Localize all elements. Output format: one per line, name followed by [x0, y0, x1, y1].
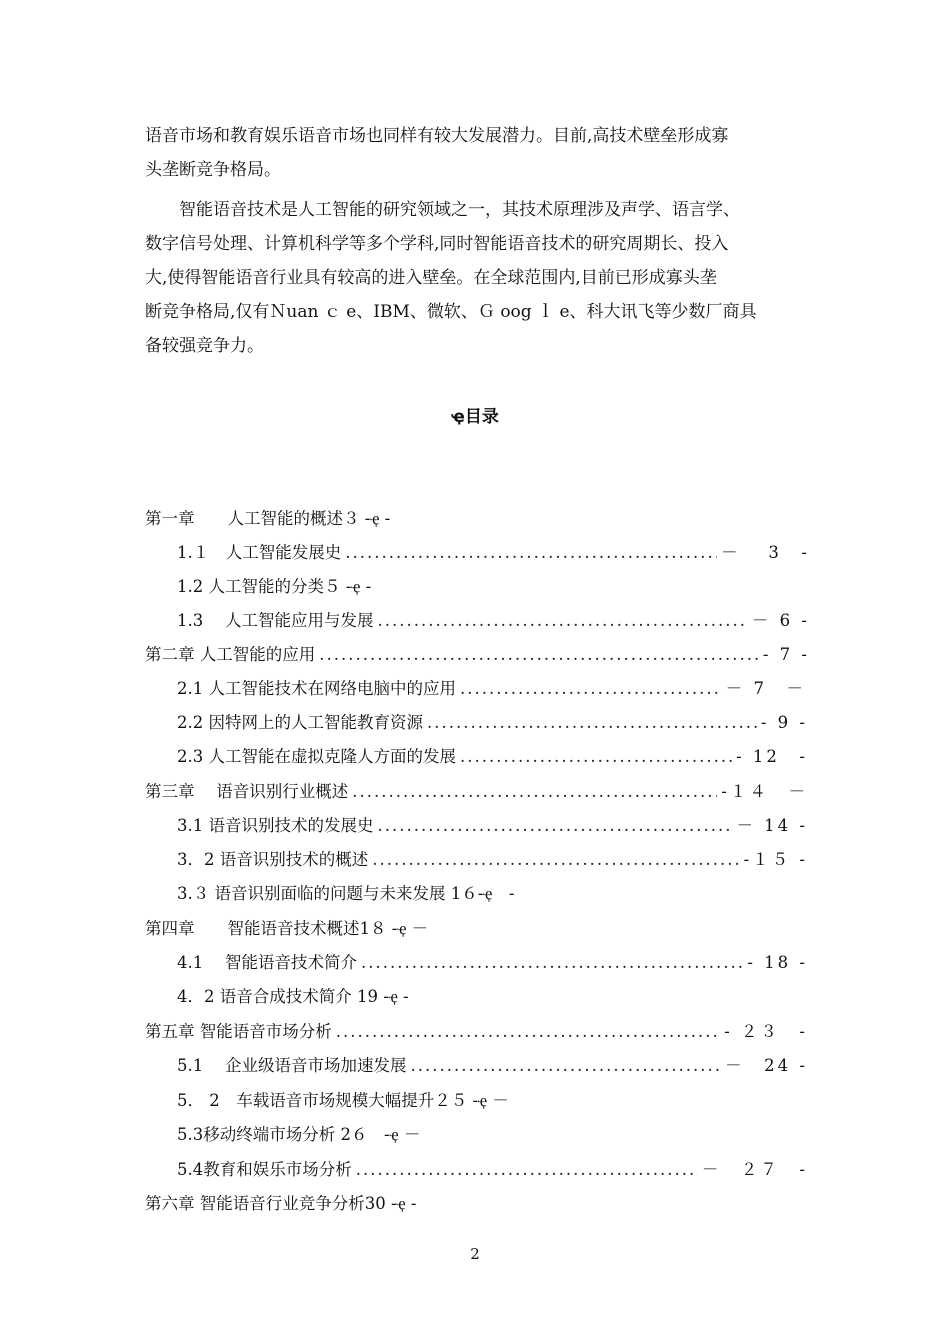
toc-entry-page: - 18 -	[747, 953, 808, 972]
toc-entry-page: -１５ -	[743, 850, 808, 869]
toc-entry-label: 2.2 因特网上的人工智能教育资源	[177, 713, 423, 732]
toc-entry[interactable]	[177, 948, 808, 978]
paragraph-line: 智能语音技术是人工智能的研究领域之一，其技术原理涉及声学、语言学、	[145, 200, 740, 220]
toc-entry[interactable]	[177, 982, 409, 1012]
paragraph-line: 语音市场和教育娱乐语音市场也同样有较大发展潜力。目前,高技术壁垒形成寡	[145, 126, 729, 146]
toc-leader-dots	[460, 674, 722, 704]
toc-leader-dots	[378, 811, 733, 841]
paragraph-2	[145, 193, 815, 363]
toc-entry-label: 3．2 语音识别技术的概述	[177, 850, 369, 869]
toc-entry[interactable]	[145, 640, 810, 670]
toc-leader-dots	[427, 708, 757, 738]
toc-entry[interactable]	[177, 708, 808, 738]
page-number: 2	[470, 1245, 480, 1263]
toc-entry[interactable]	[177, 572, 371, 602]
toc-entry-label: 第六章 智能语音行业竞争分析30 -ҿ -	[145, 1194, 417, 1213]
toc-leader-dots	[378, 606, 748, 636]
toc-entry-page: - 9 -	[760, 713, 808, 732]
toc-entry[interactable]	[145, 1017, 808, 1047]
toc-entry-label: 第一章 人工智能的概述３ -ҿ -	[145, 509, 391, 528]
toc-entry[interactable]	[177, 879, 514, 909]
toc-entry[interactable]	[145, 504, 390, 534]
toc-entry-page: － 24 -	[725, 1056, 808, 1075]
toc-leader-dots	[460, 742, 732, 772]
paragraph-line: 备较强竞争力。	[145, 336, 264, 356]
toc-entry[interactable]	[177, 1051, 808, 1081]
paragraph-1	[145, 119, 815, 187]
toc-entry[interactable]	[177, 811, 808, 841]
toc-entry-label: 3.1 语音识别技术的发展史	[177, 816, 374, 835]
toc-entry-label: 1.１ 人工智能发展史	[177, 543, 342, 562]
toc-entry-label: 5.3移动终端市场分析 2６ -ҿ －	[177, 1125, 421, 1144]
toc-entry-page: － 3 -	[721, 543, 810, 562]
paragraph-line: 头垄断竞争格局。	[145, 160, 281, 180]
toc-entry[interactable]	[145, 777, 808, 807]
toc-entry-page: － 6 -	[751, 611, 810, 630]
toc-entry[interactable]	[177, 538, 810, 568]
toc-entry-label: 第四章 智能语音技术概述1８ -ҿ －	[145, 919, 429, 938]
toc-entry-label: 第二章 人工智能的应用	[145, 645, 316, 664]
toc-entry[interactable]	[145, 1189, 416, 1219]
paragraph-line: 断竞争格局,仅有Ｎuan ｃ e、IBM、微软、Ｇ oog ｌ e、科大讯飞等少数厂商具	[145, 302, 757, 322]
toc-entry-page: － 14 -	[736, 816, 808, 835]
toc-entry-page: - ２３ -	[724, 1022, 808, 1041]
toc-entry-label: 3.３ 语音识别面临的问题与未来发展 1６-ҿ -	[177, 884, 515, 903]
toc-leader-dots	[361, 948, 743, 978]
toc-leader-dots	[356, 1155, 698, 1185]
toc-entry-label: 1.2 人工智能的分类５ -ҿ -	[177, 577, 372, 596]
toc-entry-label: 第三章 语音识别行业概述	[145, 782, 349, 801]
toc-entry[interactable]	[177, 742, 808, 772]
toc-entry-page: -１４ －	[721, 782, 808, 801]
toc-entry[interactable]	[177, 1155, 808, 1185]
toc-entry[interactable]	[177, 674, 806, 704]
toc-entry-label: 5． 2 车载语音市场规模大幅提升２５ -ҿ －	[177, 1091, 509, 1110]
toc-leader-dots	[372, 845, 739, 875]
toc-entry[interactable]	[177, 845, 808, 875]
paragraph-line: 数字信号处理、计算机科学等多个学科,同时智能语音技术的研究周期长、投入	[145, 234, 729, 254]
toc-entry-label: 4．2 语音合成技术简介 19 -ҿ -	[177, 987, 409, 1006]
toc-entry-label: 2.3 人工智能在虚拟克隆人方面的发展	[177, 747, 456, 766]
toc-entry-page: - 12 -	[736, 747, 808, 766]
toc-entry[interactable]	[177, 1120, 420, 1150]
toc-entry-label: 1.3 人工智能应用与发展	[177, 611, 374, 630]
toc-entry-page: － ２７ -	[701, 1160, 808, 1179]
toc-entry-label: 5.4教育和娱乐市场分析	[177, 1160, 352, 1179]
toc-entry[interactable]	[177, 606, 810, 636]
toc-entry[interactable]	[177, 1086, 509, 1116]
paragraph-line: 大,使得智能语音行业具有较高的进入壁垒。在全球范围内,目前已形成寡头垄	[145, 268, 717, 288]
toc-entry-label: 第五章 智能语音市场分析	[145, 1022, 332, 1041]
toc-entry-label: 4.1 智能语音技术简介	[177, 953, 357, 972]
toc-leader-dots	[345, 538, 717, 568]
toc-heading: ҿ目录	[451, 407, 499, 427]
toc-entry-page: - 7 -	[762, 645, 810, 664]
toc-entry-page: － 7 －	[725, 679, 806, 698]
toc-entry-label: 2.1 人工智能技术在网络电脑中的应用	[177, 679, 456, 698]
toc-leader-dots	[352, 777, 717, 807]
toc-entry[interactable]	[145, 914, 428, 944]
toc-leader-dots	[336, 1017, 720, 1047]
toc-leader-dots	[411, 1051, 722, 1081]
toc-entry-label: 5.1 企业级语音市场加速发展	[177, 1056, 407, 1075]
toc-leader-dots	[319, 640, 759, 670]
